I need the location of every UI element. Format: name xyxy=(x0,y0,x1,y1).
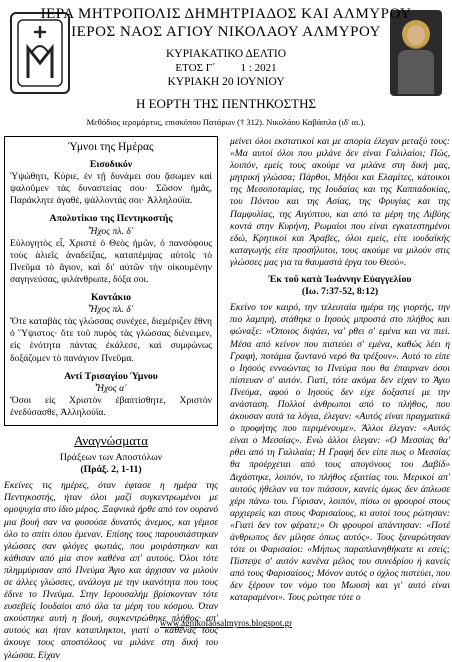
bulletin-header xyxy=(0,0,452,130)
year-label: ΕΤΟΣ Γ΄ xyxy=(175,62,216,74)
trisagion-title: Αντί Τρισαγίου Ύμνου xyxy=(64,370,158,382)
kontakion-text: Ὅτε καταβὰς τὰς γλώσσας συνέχεε, διεμέριζεν ἔθνη ὁ Ὕψιστος· ὅτε τοῦ πυρὸς τὰς γλώσσας διένειμεν, εἰς ἑνότητα πάντας ἐκάλεσε, καὶ συμφώνως δοξάζομεν τὸ πανάγιον Πνεῦμα. xyxy=(10,316,212,364)
trisagion-mode: Ἦχος α΄ xyxy=(94,382,128,394)
left-column xyxy=(4,136,218,662)
hymns-title: Ύμνοι της Ημέρας xyxy=(68,141,154,153)
acts-reference: (Πράξ. 2, 1-11) xyxy=(80,464,142,476)
issue-number: 1 : 2021 xyxy=(240,62,277,74)
eisodikon-title: Εισοδικόν xyxy=(89,159,133,171)
metropolis-title: ΙΕΡΑ ΜΗΤΡΟΠΟΛΙΣ ΔΗΜΗΤΡΙΑΔΟΣ ΚΑΙ ΑΛΜΥΡΟΥ xyxy=(40,6,412,22)
acts-reading-text: Εκείνες τις ημέρες, όταν έφτασε η ημέρα της Πεντηκοστής, ήταν όλοι μαζί συγκεντρωμένοι με ομοψυχία στο ίδιο μέρος. Ξαφνικά ήρθε από τον ουρανό μια βουή σαν να φυσούσε δυνατός άνεμος, και γέμισε όλο το σπίτι όπου έμεναν. Επίσης τους παρουσιάστηκαν γλώσσες σαν φλόγες φωτιάς, που μοιράστηκαν και κάθισαν από μία στον καθένα απ' αυτούς. Όλοι τότε πλημμύρισαν από Πνεύμα Άγιο και άρχισαν να μιλούν σε άλλες γλώσσες, ανάλογα με την ικανότητα που τους έδινε το Πνεύμα. Στην Ιερουσαλήμ βρίσκονταν τότε ευσεβείς Ιουδαίοι από όλα τα μέρη του κόσμου. Όταν ακούστηκε αυτή η βουή, συγκεντρώθηκε πλήθος· απ' αυτούς και ήταν καταπληκτοι, γιατί ο καθένας τους άκουγε τους αποστόλους να μιλάνε στη δική του γλώσσα. Είχαν xyxy=(4,480,218,661)
apolytikion-title: Απολυτίκιο της Πεντηκοστής xyxy=(49,213,173,225)
readings-title: Αναγνώσματα xyxy=(73,432,149,448)
apolytikion-mode: Ἦχος πλ. δ΄ xyxy=(88,225,134,237)
kontakion-mode: Ἦχος πλ. δ΄ xyxy=(88,304,134,316)
saints-of-day: Μεθόδιος ιερομάρτυς, επισκόπου Πατάρων († 312). Νικολάου Καβάσιλα (ιδ' αι.). xyxy=(86,117,366,127)
acts-reading-continued: μείνει όλοι εκστατικοί και με απορία έλεγαν μεταξύ τους: «Μα αυτοί όλοι που μιλάνε δεν είναι Γαλιλαίοι; Πώς, λοιπόν, εμείς τους ακούμε να μιλάνε στη δική μας, μητρική γλώσσα; Πάρθοι, Μήδοι και Ελαμίτες, κάτοικοι της Μεσοποταμίας, της Ιουδαίας και της Καππαδοκίας, του Πόντου και της Ασίας, της Φρυγίας και της Παμφυλίας, της Αιγύπτου, και από τα μέρη της Λιβύης κοντά στην Κυρήνη, Ρωμαίοι που είναι εγκατεστημένοι εδώ, Κρητικοί και Άραβες, όλοι εμείς, είτε ιουδαϊκής καταγωγής είτε προσήλυτοι, τους ακούμε να μιλούν στις γλώσσες μας για τα θαυμαστά έργα του Θεού». xyxy=(230,136,450,268)
hymns-box xyxy=(4,136,218,426)
blog-link[interactable]: www.agnikolaosalmyros.blogspot.gr xyxy=(159,618,293,628)
acts-title: Πράξεων των Αποστόλων xyxy=(59,452,163,464)
trisagion-text: Ὅσοι εἰς Χριστὸν ἐβαπτίσθητε, Χριστὸν ἐνεδύσασθε, Ἀλληλούϊα. xyxy=(10,394,212,418)
feast-title: Η ΕΟΡΤΗ ΤΗΣ ΠΕΝΤΗΚΟΣΤΗΣ xyxy=(135,96,317,111)
right-column xyxy=(230,136,450,605)
gospel-title: Έκ τοῦ κατὰ Ἰωάννην Εὐαγγελίου xyxy=(268,274,412,286)
apolytikion-text: Εὐλογητὸς εἶ, Χριστὲ ὁ Θεὸς ἡμῶν, ὁ πανσόφους τοὺς ἁλιεῖς ἀναδείξας, καταπέμψας αὐτοῖς τὸ Πνεῦμα τὸ ἅγιον, καὶ δι' αὐτῶν τὴν οἰκουμένην σαγηνεύσας, φιλάνθρωπε, δόξα σοι. xyxy=(10,237,212,285)
bulletin-title: ΚΥΡΙΑΚΑΤΙΚΟ ΔΕΛΤΙΟ xyxy=(165,48,287,60)
gospel-reading-text: Εκείνο τον καιρό, την τελευταία ημέρα της γιορτής, την πιο λαμπρή, στάθηκε ο Ιησούς μπροστά στο πλήθος και φώναξε: «Όποιος διψάει, να' ρθει σ' εμένα και να πιεί. Μέσα από κείνον που πιστεύει σ' εμένα, καθώς λέει η Γραφή, ποτάμια ζωντανό νερό θα τρέξουν». Αυτό το είπε ο Ιησούς εννοώντας το Πνεύμα που θα έπαιρναν όσοι πίστευαν σ' αυτόν. Γιατί, τότε ακόμα δεν είχαν το Άγιο Πνεύμα, αφού ο Ιησούς δεν είχε δοξαστεί με την ανάσταση. Πολλοί άνθρωποι από το πλήθος, που άκουσαν αυτά τα λόγια, έλεγαν: «Αυτός είναι πραγματικά ο προφήτης που περιμένουμε». Άλλοι έλεγαν: «Αυτός είναι ο Μεσσίας». Ενώ άλλοι έλεγαν: «Ο Μεσσίας θα' ρθει από τη Γαλιλαία; Η Γραφή δεν είπε πως ο Μεσσίας θα προέρχεται από τους απογόνους του Δαβίδ» Διχάστηκε, λοιπόν, το πλήθος εξαιτίας του. Μερικοί απ' αυτούς ήθελαν να τον πιάσουν, κανείς όμως δεν άπλωσε χέρι πάνω του. Γύρισαν, λοιπόν, πίσω οι φρουροί στους αρχιερείς και στους Φαρισαίους, κι αυτοί τους ρώτησαν: «Γιατί δεν τον φέρατε;» Οι φρουροί απάντησαν: «Ποτέ άνθρωπος δεν μίλησε όπως αυτός». Τους ξαναρώτησαν τότε οι Φαρισαίοι: «Μήπως παραπλανηθήκατε κι εσείς; Πίστεψε σ' αυτόν κανένα μέλος του συνεδρίου ή κανείς από τους Φαρισαίους; Μόνον αυτός ο όχλος πιστεύει, που δεν ξέρουν τον νόμο του Μωυσή και γι' αυτό είναι καταραμένοι». Τους ρώτησε τότε ο xyxy=(230,302,450,604)
gospel-reference: (Ιω. 7:37-52, 8:12) xyxy=(301,286,379,298)
kontakion-title: Κοντάκιο xyxy=(90,292,132,304)
issue-line xyxy=(0,62,452,74)
church-title: ΙΕΡΟΣ ΝΑΟΣ ΑΓΙΟΥ ΝΙΚΟΛΑΟΥ ΑΛΜΥΡΟΥ xyxy=(71,24,381,40)
eisodikon-text: Ὑψώθητι, Κύριε, ἐν τῇ δυνάμει σου ᾄσωμεν καὶ ψαλοῦμεν τὰς δυναστείας σου· Σῶσον ἡμᾶς, Παράκλητε ἀγαθέ, ψάλλοντάς σοι· Ἀλληλούϊα. xyxy=(10,171,212,207)
date-line: ΚΥΡΙΑΚΗ 20 ΙΟΥΝΙΟΥ xyxy=(167,76,285,88)
